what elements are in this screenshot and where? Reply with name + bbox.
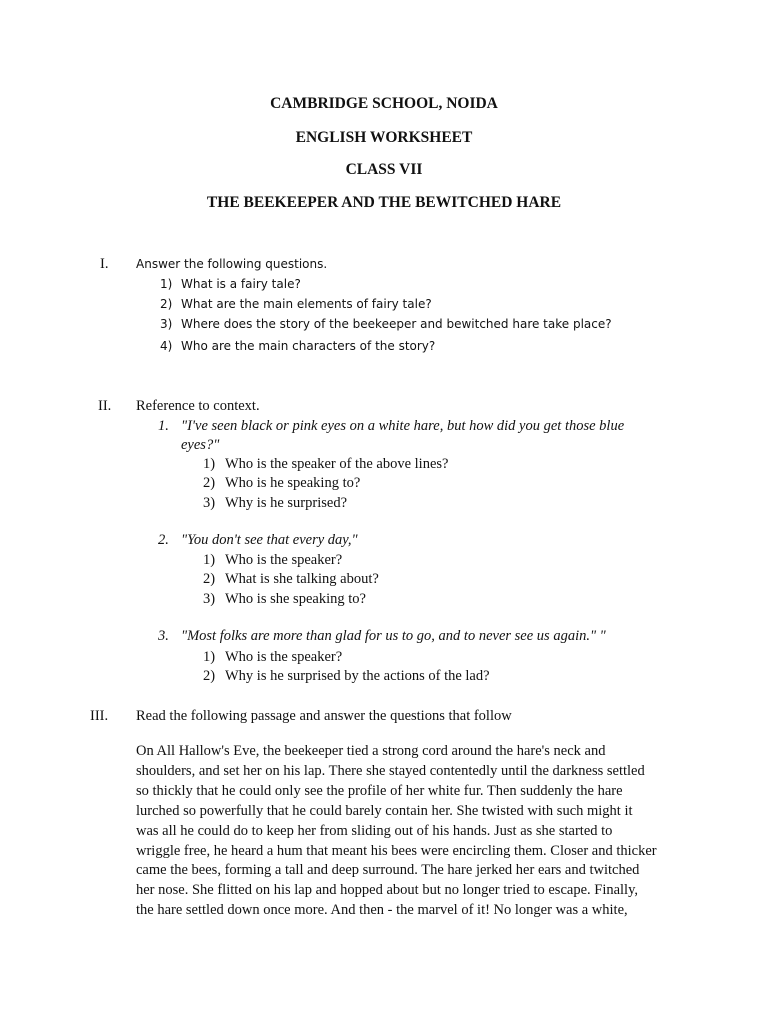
passage-line: so thickly that he could only see the profile of her white fur. Then suddenly the hare <box>136 783 623 799</box>
question-number: 3) <box>160 317 173 331</box>
question: What are the main elements of fairy tale? <box>181 297 432 311</box>
question: Who is he speaking to? <box>225 475 361 491</box>
question-number: 1) <box>203 552 216 568</box>
passage-line: wriggle free, he heard a hum that meant his bees were encircling them. Closer and thicker <box>136 843 657 859</box>
passage-line: lurched so powerfully that he could barely contain her. She twisted with such might it <box>136 803 633 819</box>
question-number: 2) <box>203 668 216 684</box>
passage-line: the hare settled down once more. And then - the marvel of it! No longer was a white, <box>136 902 628 918</box>
extract-quote-cont: eyes?" <box>181 437 220 453</box>
question-number: 1) <box>203 649 216 665</box>
section-number: I. <box>100 256 109 272</box>
question: Who are the main characters of the story? <box>181 339 436 353</box>
question-number: 1) <box>160 277 173 291</box>
passage-line: came the bees, forming a tall and deep surround. The hare jerked her ears and twitched <box>136 862 640 878</box>
question: What is she talking about? <box>225 571 379 587</box>
section-heading: Reference to context. <box>136 398 260 414</box>
question-number: 3) <box>203 495 216 511</box>
question: What is a fairy tale? <box>181 277 301 291</box>
extract-number: 1. <box>158 418 169 434</box>
section-number: III. <box>90 708 109 724</box>
passage-line: her nose. She flitted on his lap and hopped about but no longer tried to escape. Finally, <box>136 882 639 898</box>
question-number: 2) <box>203 571 216 587</box>
extract-number: 3. <box>158 628 169 644</box>
extract-number: 2. <box>158 532 169 548</box>
passage-line: was all he could do to keep her from sliding out of his hands. Just as she started to <box>136 823 613 839</box>
question-number: 2) <box>203 475 216 491</box>
section-heading: Read the following passage and answer the questions that follow <box>136 708 512 724</box>
question: Why is he surprised? <box>225 495 348 511</box>
question: Who is the speaker? <box>225 649 343 665</box>
question: Why is he surprised by the actions of the lad? <box>225 668 490 684</box>
passage-line: On All Hallow's Eve, the beekeeper tied a strong cord around the hare's neck and <box>136 743 606 759</box>
school-name: CAMBRIDGE SCHOOL, NOIDA <box>270 95 498 112</box>
extract-quote: "Most folks are more than glad for us to go, and to never see us again." " <box>181 628 606 644</box>
question-number: 1) <box>203 456 216 472</box>
question: Who is the speaker? <box>225 552 343 568</box>
section-number: II. <box>98 398 112 414</box>
class-label: CLASS VII <box>345 161 423 178</box>
question: Who is she speaking to? <box>225 591 366 607</box>
question: Who is the speaker of the above lines? <box>225 456 449 472</box>
section-heading: Answer the following questions. <box>136 257 328 271</box>
question: Where does the story of the beekeeper and bewitched hare take place? <box>181 317 612 331</box>
passage-line: shoulders, and set her on his lap. There she stayed contentedly until the darkness settled <box>136 763 645 779</box>
question-number: 4) <box>160 339 173 353</box>
question-number: 2) <box>160 297 173 311</box>
extract-quote: "I've seen black or pink eyes on a white hare, but how did you get those blue <box>181 418 625 434</box>
story-title: THE BEEKEEPER AND THE BEWITCHED HARE <box>206 194 562 211</box>
question-number: 3) <box>203 591 216 607</box>
extract-quote: "You don't see that every day," <box>181 532 358 548</box>
worksheet-subject: ENGLISH WORKSHEET <box>295 129 473 146</box>
